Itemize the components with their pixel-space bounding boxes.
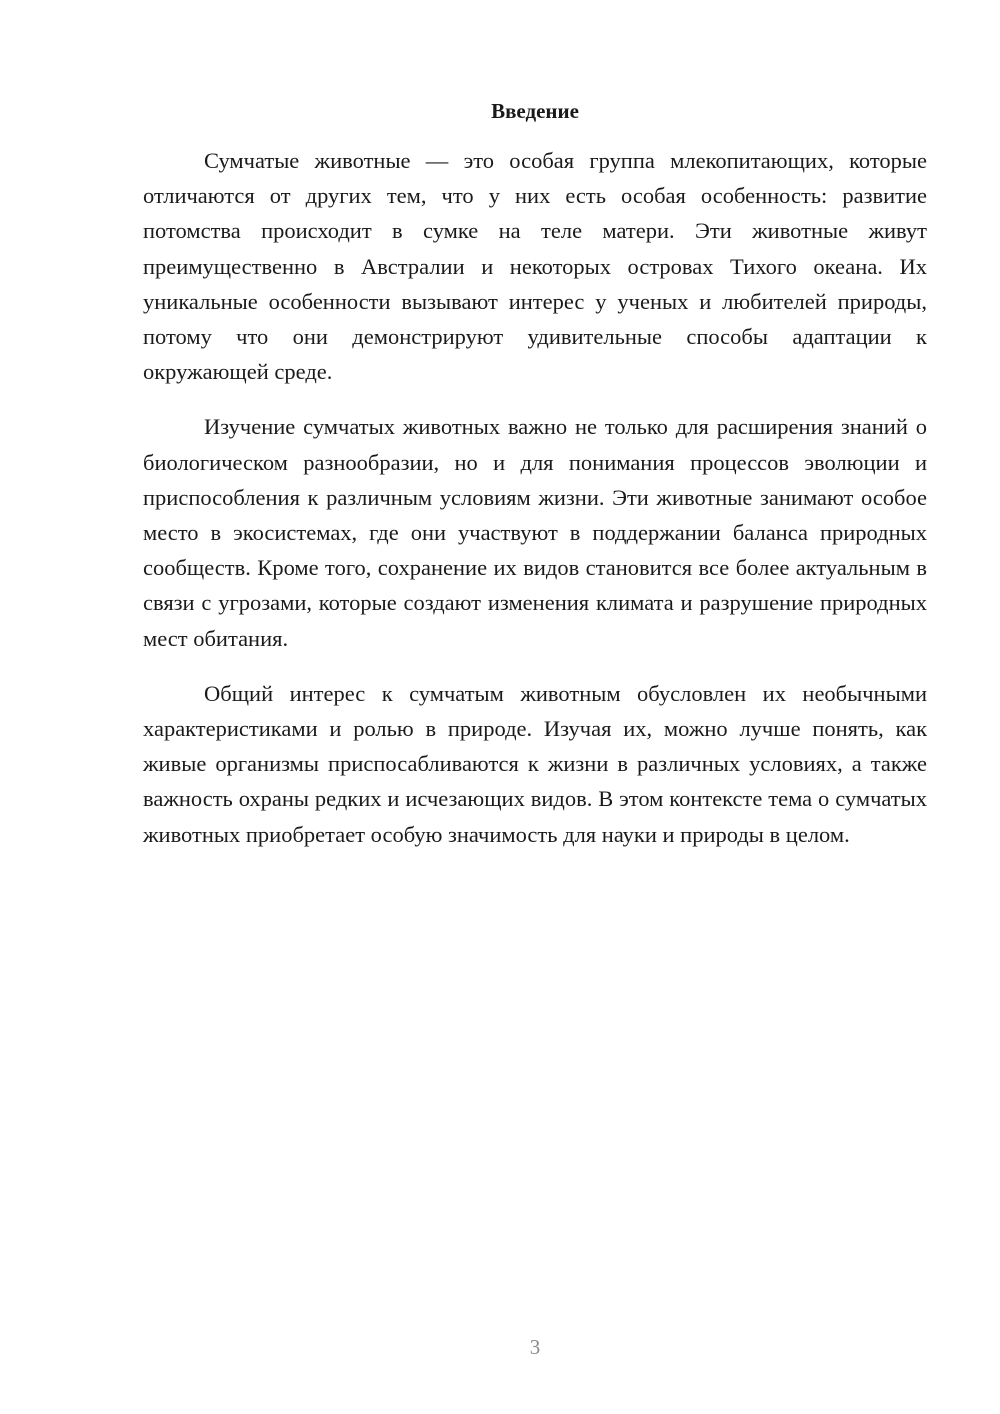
page-title: Введение: [491, 99, 579, 123]
document-body: [143, 143, 927, 872]
paragraph-3: Общий интерес к сумчатым животным обусловлен их необычными характеристиками и ролью в природе. Изучая их, можно лучше понять, как живые организмы приспосабливаются к жизни в различных условиях, а также важность охраны редких и исчезающих видов. В этом контексте тема о сумчатых животных приобретает особую значимость для науки и природы в целом.: [143, 680, 927, 847]
paragraph-2: Изучение сумчатых животных важно не только для расширения знаний о биологическом разнообразии, но и для понимания процессов эволюции и приспособления к различным условиям жизни. Эти животные занимают особое место в экосистемах, где они участвуют в поддержании баланса природных сообществ. Кроме того, сохранение их видов становится все более актуальным в связи с угрозами, которые создают изменения климата и разрушение природных мест обитания.: [143, 414, 927, 651]
paragraph-1: Сумчатые животные — это особая группа млекопитающих, которые отличаются от других тем, что у них есть особая особенность: развитие потомства происходит в сумке на теле матери. Эти животные живут преимущественно в Австралии и некоторых островах Тихого океана. Их уникальные особенности вызывают интерес у ученых и любителей природы, потому что они демонстрируют удивительные способы адаптации к окружающей среде.: [143, 148, 927, 385]
page-number: 3: [529, 1335, 541, 1359]
